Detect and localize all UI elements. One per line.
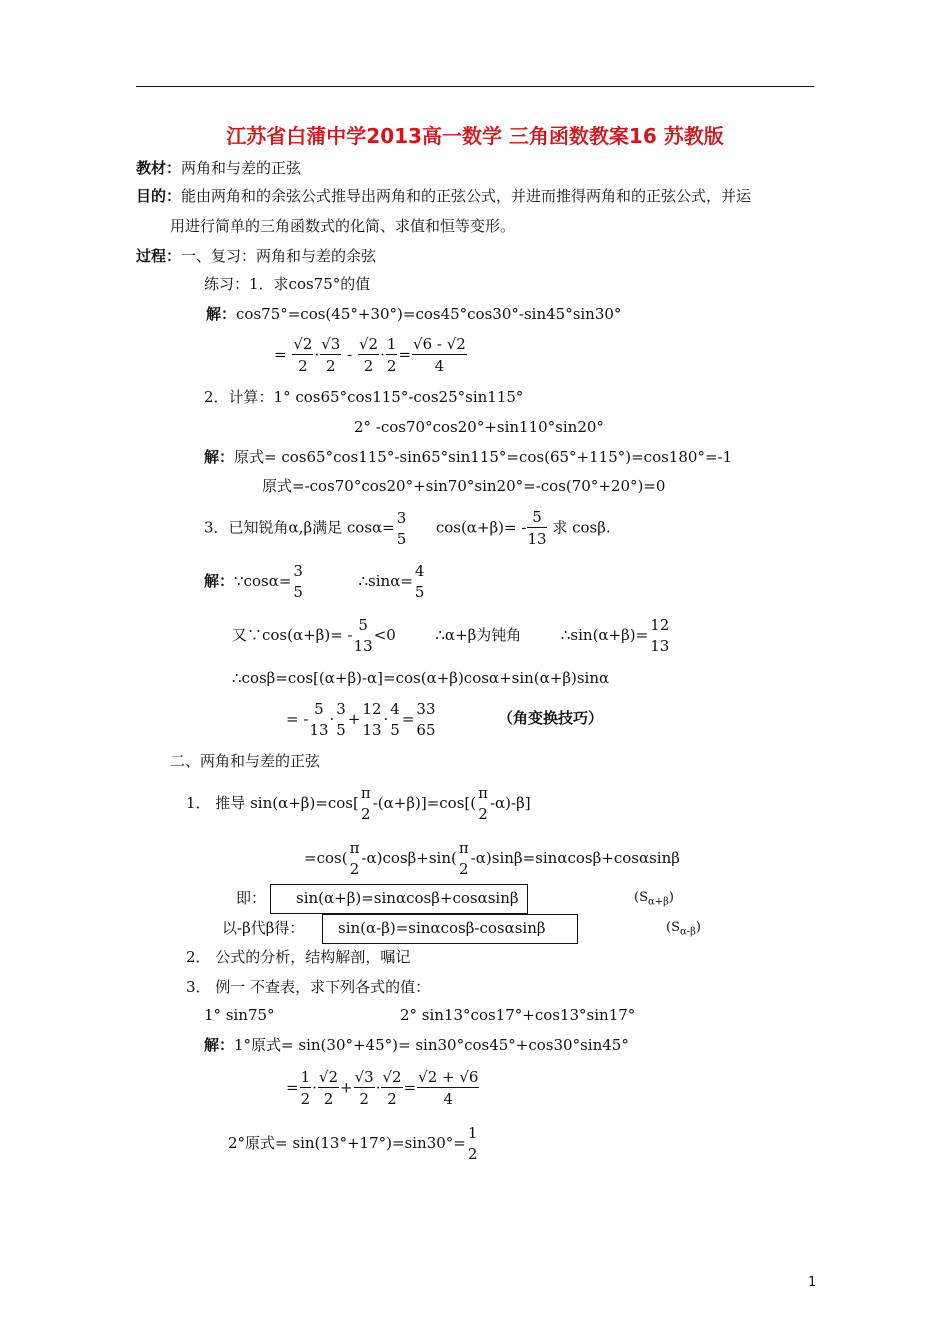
solution-label: 解： bbox=[204, 1036, 235, 1054]
fraction: $\frac{√2}{2}$ bbox=[318, 1068, 339, 1108]
ji-label: 即： bbox=[236, 889, 267, 907]
section-2-heading: 二、两角和与差的正弦 bbox=[170, 752, 321, 770]
derivation-line-1: 1． 推导 sin(α+β)=cos[ π 2 -(α+β)]=cos[( π 2 -α)-β] bbox=[186, 784, 531, 823]
fraction: 5 13 bbox=[309, 700, 329, 739]
fraction: $\frac{5}{13}$ bbox=[527, 508, 547, 548]
fraction: $\frac{√2}{2}$ bbox=[382, 1068, 402, 1108]
fraction: $\frac{√6 - √2}{4}$ bbox=[413, 335, 466, 375]
solution-label: 解： bbox=[204, 448, 235, 466]
substitution-label: 以-β代β得： bbox=[222, 919, 305, 937]
fraction: 4 5 bbox=[414, 562, 425, 601]
sum-formula-tag: $(S_{\alpha+\beta})$ bbox=[634, 890, 674, 908]
objective-label: 目的： bbox=[136, 187, 182, 205]
fraction: $\frac{√2 + √6}{4}$ bbox=[418, 1068, 479, 1108]
exercise-1-result: = $\frac{√2}{2}$ · $\frac{√3}{2}$ - $\frac{√2}{2}$ · $\frac{1}{2}$ = $\frac{√6 - √2}{4}$ bbox=[274, 335, 466, 375]
fraction: π 2 bbox=[349, 839, 360, 878]
solution-line: 原式= cos65°cos115°-sin65°sin115°=cos(65°+115°)=cos180°=-1 bbox=[234, 448, 733, 466]
fraction: 12 13 bbox=[362, 700, 382, 739]
exercise-2-question-2: 2° -cos70°cos20°+sin110°sin20° bbox=[354, 418, 604, 436]
fraction: π 2 bbox=[478, 784, 488, 823]
exercise-1-question: 练习：1．求cos75°的值 bbox=[204, 275, 371, 293]
technique-note: （角变换技巧） bbox=[498, 709, 604, 727]
fraction: 1 2 bbox=[467, 1124, 478, 1163]
objective-line bbox=[136, 189, 751, 204]
fraction: 33 65 bbox=[416, 700, 436, 739]
fraction: $\frac{√2}{2}$ bbox=[293, 335, 313, 375]
process-line bbox=[136, 249, 376, 264]
fraction: $\frac{√3}{2}$ bbox=[321, 335, 341, 375]
fraction: 3 5 bbox=[396, 508, 407, 548]
example-item-2: 2° sin13°cos17°+cos13°sin17° bbox=[400, 1006, 636, 1024]
fraction: π 2 bbox=[360, 784, 371, 823]
exercise-3-question: 3．已知锐角α,β满足 cosα= 3 5 cos(α+β)= - $\frac{5}{13}$ 求 cosβ. bbox=[204, 508, 611, 548]
derivation-line-2: =cos( π 2 -α)cosβ+sin( π 2 -α)sinβ=sinαcosβ+cosαsinβ bbox=[304, 839, 680, 878]
exercise-2-solution-2: 原式=-cos70°cos20°+sin70°sin20°=-cos(70°+20°)=0 bbox=[262, 477, 666, 495]
objective-text-2: 用进行简单的三角函数式的化简、求值和恒等变形。 bbox=[170, 217, 516, 235]
example-solution-2: 2°原式= sin(13°+17°)=sin30°= 1 2 bbox=[228, 1124, 478, 1163]
solution-label: 解： bbox=[204, 572, 235, 590]
fraction: $\frac{√3}{2}$ bbox=[354, 1068, 374, 1108]
fraction: 4 5 bbox=[390, 700, 400, 739]
page-number: 1 bbox=[808, 1275, 817, 1290]
fraction: $\frac{√2}{2}$ bbox=[359, 335, 379, 375]
process-label: 过程： bbox=[136, 247, 182, 265]
fraction: π 2 bbox=[458, 839, 469, 878]
exercise-3-solution-1: 解：∵cosα= 3 5 ∴sinα= 4 5 bbox=[204, 562, 425, 601]
point-2: 2． 公式的分析，结构解剖，嘱记 bbox=[186, 948, 411, 966]
example-solution-1: 解：1°原式= sin(30°+45°)= sin30°cos45°+cos30°sin45° bbox=[204, 1036, 629, 1054]
exercise-2-question-1: 2．计算：1° cos65°cos115°-cos25°sin115° bbox=[204, 388, 524, 406]
objective-text-1: 能由两角和的余弦公式推导出两角和的正弦公式，并进而推得两角和的正弦公式，并运 bbox=[181, 187, 752, 205]
difference-formula-tag: $(S_{\alpha-\beta})$ bbox=[666, 920, 701, 938]
fraction: 12 13 bbox=[650, 616, 670, 655]
exercise-3-solution-4: = - 5 13 · 3 5 + 12 13 · 4 5 = 33 65 bbox=[286, 700, 436, 739]
header-rule bbox=[136, 86, 814, 87]
example-item-1: 1° sin75° bbox=[204, 1006, 275, 1024]
difference-formula: sin(α-β)=sinαcosβ-cosαsinβ bbox=[338, 919, 546, 937]
textbook-label: 教材： bbox=[136, 159, 182, 177]
fraction: 3 5 bbox=[336, 700, 346, 739]
fraction: $\frac{1}{2}$ bbox=[386, 335, 397, 375]
solution-line: cos75°=cos(45°+30°)=cos45°cos30°-sin45°sin30° bbox=[236, 305, 622, 323]
exercise-2-solution-1 bbox=[204, 450, 732, 465]
textbook-line bbox=[136, 161, 301, 176]
fraction: $\frac{1}{2}$ bbox=[300, 1068, 311, 1108]
example-solution-1-result: = $\frac{1}{2}$ · $\frac{√2}{2}$ + $\frac{√3}{2}$ · $\frac{√2}{2}$ = $\frac{√2 + √6}{4}$ bbox=[286, 1068, 479, 1108]
exercise-3-solution-3: ∴cosβ=cos[(α+β)-α]=cos(α+β)cosα+sin(α+β)sinα bbox=[232, 669, 610, 687]
exercise-1-solution bbox=[206, 307, 621, 322]
page-title: 江苏省白蒲中学2013高一数学 三角函数教案16 苏教版 bbox=[226, 124, 724, 148]
fraction: 5 13 bbox=[353, 616, 373, 655]
sum-formula: sin(α+β)=sinαcosβ+cosαsinβ bbox=[296, 889, 519, 907]
equals-sign: = bbox=[274, 345, 287, 364]
textbook-text: 两角和与差的正弦 bbox=[181, 159, 302, 177]
point-3: 3． 例一 不查表，求下列各式的值： bbox=[186, 978, 431, 996]
fraction: 3 5 bbox=[293, 562, 303, 601]
review-heading: 一、复习：两角和与差的余弦 bbox=[181, 247, 377, 265]
solution-label: 解： bbox=[206, 305, 237, 323]
exercise-3-solution-2: 又∵cos(α+β)= - 5 13 <0 ∴α+β为钝角 ∴sin(α+β)= 12 13 bbox=[232, 616, 670, 655]
